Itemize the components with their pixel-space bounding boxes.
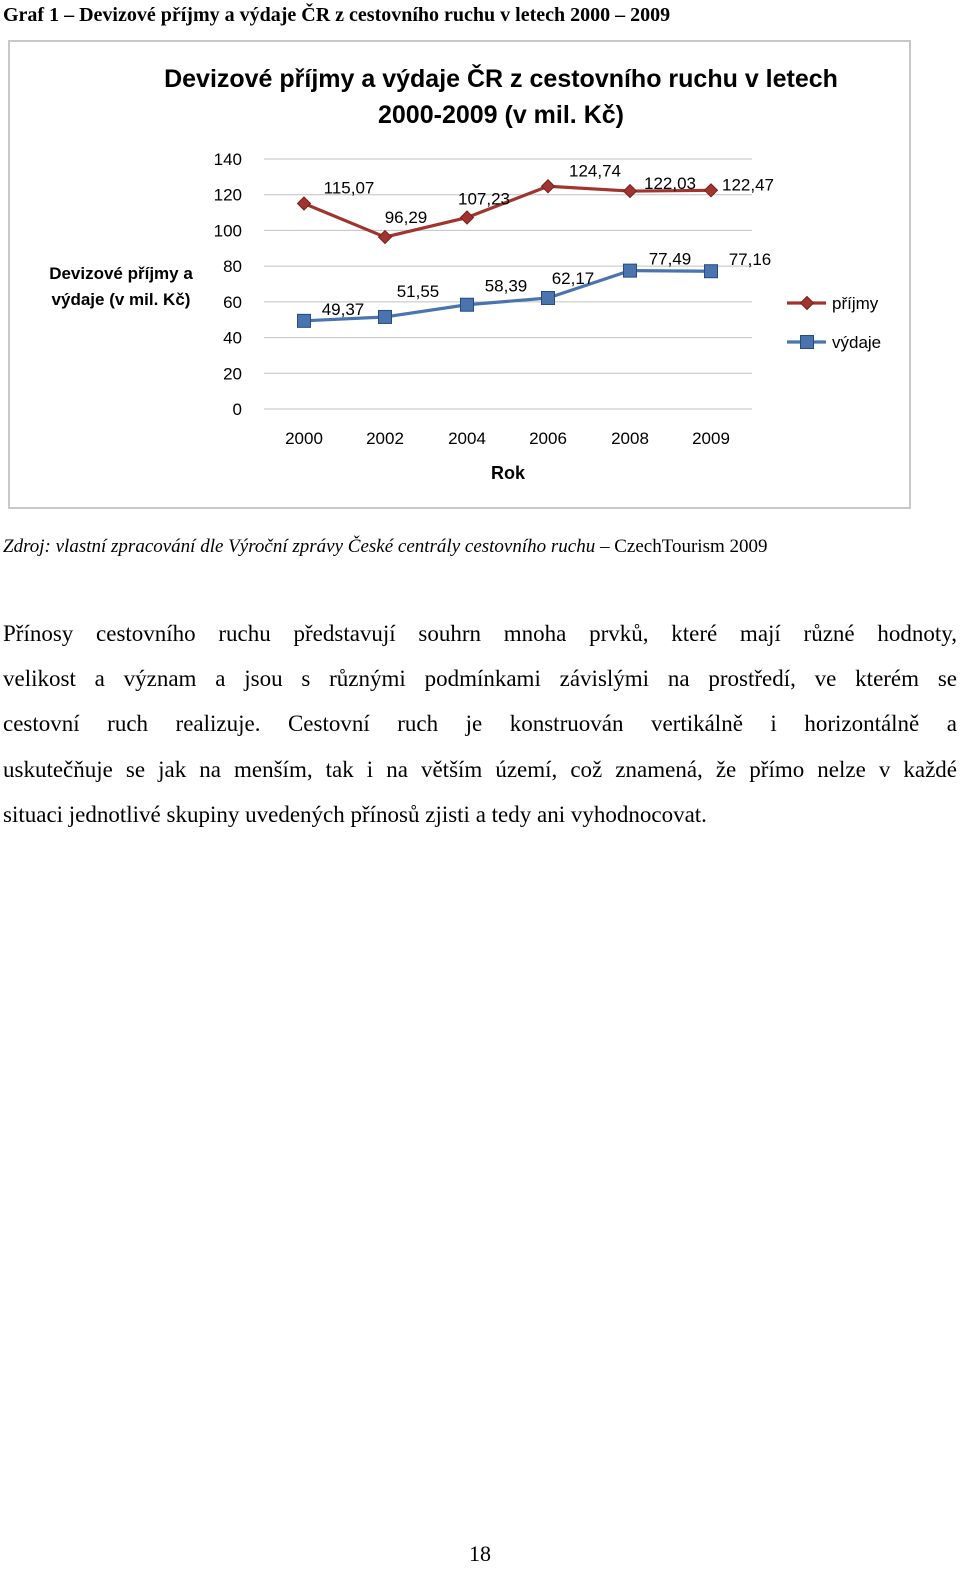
- page-number: 18: [469, 1541, 491, 1566]
- source-italic-text: Zdroj: vlastní zpracování dle Výroční zprávy České centrály cestovního ruchu: [3, 536, 596, 557]
- y-tick-label: 120: [213, 185, 242, 205]
- data-point: [705, 265, 718, 278]
- y-tick-label: 0: [232, 400, 242, 419]
- data-label: 77,49: [648, 249, 692, 269]
- data-label: 51,55: [396, 281, 440, 301]
- data-point: [461, 211, 474, 224]
- x-tick-label: 2000: [285, 429, 323, 448]
- source-dash: –: [595, 536, 615, 557]
- data-point: [542, 180, 555, 193]
- chart-title-line-1: Devizové příjmy a výdaje ČR z cestovního ruchu v letech: [164, 65, 838, 93]
- data-label: 124,74: [569, 161, 621, 181]
- data-label: 122,47: [722, 175, 774, 195]
- source-plain-text: CzechTourism 2009: [614, 536, 768, 557]
- data-point: [298, 197, 311, 210]
- y-tick-label: 80: [223, 257, 242, 277]
- y-axis-label-line-2: výdaje (v mil. Kč): [51, 290, 191, 309]
- figure-source: [3, 536, 768, 558]
- y-axis-label-line-1: Devizové příjmy a: [49, 264, 193, 283]
- data-point: [542, 291, 555, 304]
- paragraph-line: velikost a význam a jsou s různými podmínkami závislými na prostředí, ve kterém se: [3, 666, 957, 692]
- data-label: 58,39: [484, 276, 528, 296]
- x-axis-label: Rok: [490, 463, 526, 483]
- plot-area: [214, 150, 882, 448]
- paragraph-line: Přínosy cestovního ruchu představují souhrn mnoha prvků, které mají různé hodnoty,: [3, 621, 957, 646]
- x-tick-label: 2008: [611, 429, 649, 448]
- data-label: 77,16: [728, 250, 772, 270]
- legend-label: příjmy: [832, 294, 879, 313]
- y-tick-label: 100: [213, 221, 242, 241]
- line-chart: [8, 40, 911, 509]
- data-label: 115,07: [323, 178, 375, 198]
- legend-label: výdaje: [832, 333, 882, 352]
- chart-canvas: [10, 42, 909, 507]
- x-tick-label: 2002: [366, 429, 404, 448]
- figure-heading: Graf 1 – Devizové příjmy a výdaje ČR z cestovního ruchu v letech 2000 – 2009: [3, 4, 671, 26]
- legend-swatch-marker: [801, 336, 814, 349]
- y-tick-label: 140: [213, 150, 242, 169]
- y-tick-label: 20: [223, 364, 242, 384]
- y-tick-label: 40: [223, 328, 242, 348]
- data-point: [379, 231, 392, 244]
- body-paragraph: [3, 611, 957, 837]
- data-point: [298, 314, 311, 327]
- data-label: 62,17: [551, 268, 595, 288]
- data-point: [624, 185, 637, 198]
- paragraph-line: cestovní ruch realizuje. Cestovní ruch je konstruován vertikálně i horizontálně a: [3, 711, 957, 737]
- paragraph-line: situaci jednotlivé skupiny uvedených přínosů zjisti a tedy ani vyhodnocovat.: [3, 801, 707, 827]
- data-point: [624, 264, 637, 277]
- data-label: 122,03: [644, 174, 696, 194]
- y-tick-label: 60: [223, 292, 242, 312]
- chart-title-line-2: 2000-2009 (v mil. Kč): [378, 101, 624, 129]
- data-label: 49,37: [321, 299, 365, 319]
- x-tick-label: 2004: [448, 429, 486, 448]
- paragraph-line: uskutečňuje se jak na menším, tak i na větším území, což znamená, že přímo nelze v každé: [3, 756, 957, 782]
- x-tick-label: 2009: [692, 429, 730, 448]
- legend-swatch-marker: [801, 297, 814, 310]
- x-tick-label: 2006: [529, 429, 567, 448]
- data-point: [379, 310, 392, 323]
- data-label: 107,23: [458, 189, 510, 209]
- data-label: 96,29: [384, 208, 428, 228]
- data-point: [461, 298, 474, 311]
